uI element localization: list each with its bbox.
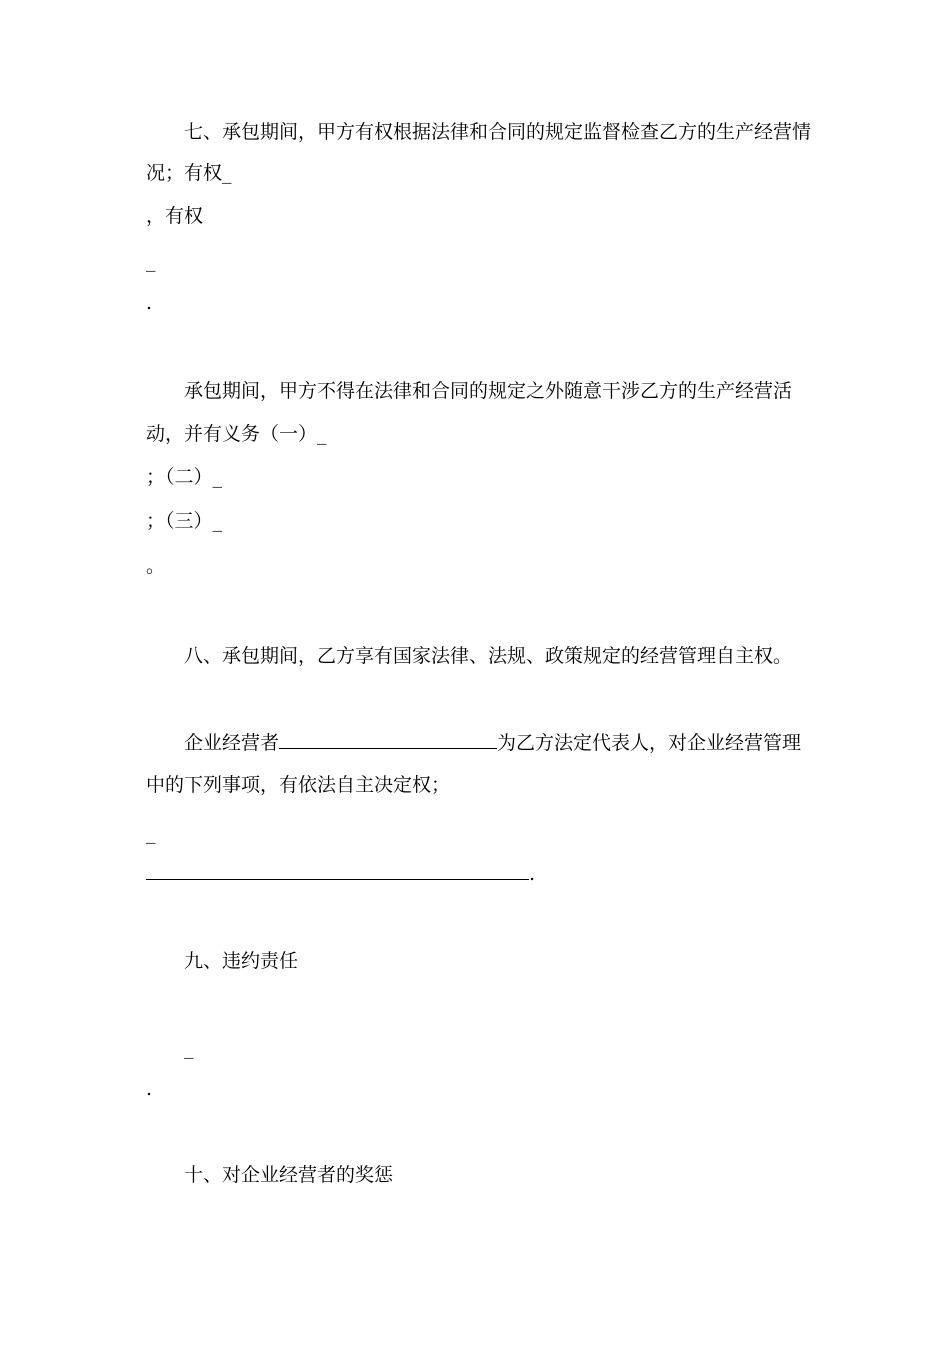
clause7b-line3: ；（二）_ (146, 466, 223, 488)
clause7-line2: 况；有权_ (146, 162, 232, 184)
clause8-line2: 中的下列事项，有依法自主决定权； (146, 774, 451, 796)
clause10-heading: 十、对企业经营者的奖惩 (184, 1164, 394, 1186)
clause7b-line4: ；（三）_ (146, 510, 223, 532)
clause8-heading: 八、承包期间，乙方享有国家法律、法规、政策规定的经营管理自主权。 (184, 645, 793, 667)
clause9-line1: _ (184, 1037, 194, 1059)
representative-blank-line (279, 731, 497, 749)
clause8-line1 (184, 731, 801, 754)
clause7b-line2: 动，并有义务（一）_ (146, 423, 327, 445)
clause9-heading: 九、违约责任 (184, 950, 299, 972)
clause8-line1-suffix: 为乙方法定代表人，对企业经营管理 (497, 732, 802, 754)
clause7-line3: ，有权 (146, 205, 204, 227)
clause8-line4-end: . (529, 863, 536, 885)
clause8-line1-prefix: 企业经营者 (184, 732, 280, 754)
clause8-line3: _ (146, 822, 156, 844)
clause7-line5: . (146, 292, 153, 314)
clause9-line2: . (146, 1078, 153, 1100)
clause8-line4 (146, 862, 535, 885)
clause7-line4: _ (146, 250, 156, 272)
clause7b-line1: 承包期间，甲方不得在法律和合同的规定之外随意干涉乙方的生产经营活 (184, 380, 793, 402)
clause7b-line5: 。 (146, 555, 166, 577)
clause7-line1: 七、承包期间，甲方有权根据法律和合同的规定监督检查乙方的生产经营情 (184, 121, 812, 143)
decision-items-blank-line (146, 862, 529, 880)
